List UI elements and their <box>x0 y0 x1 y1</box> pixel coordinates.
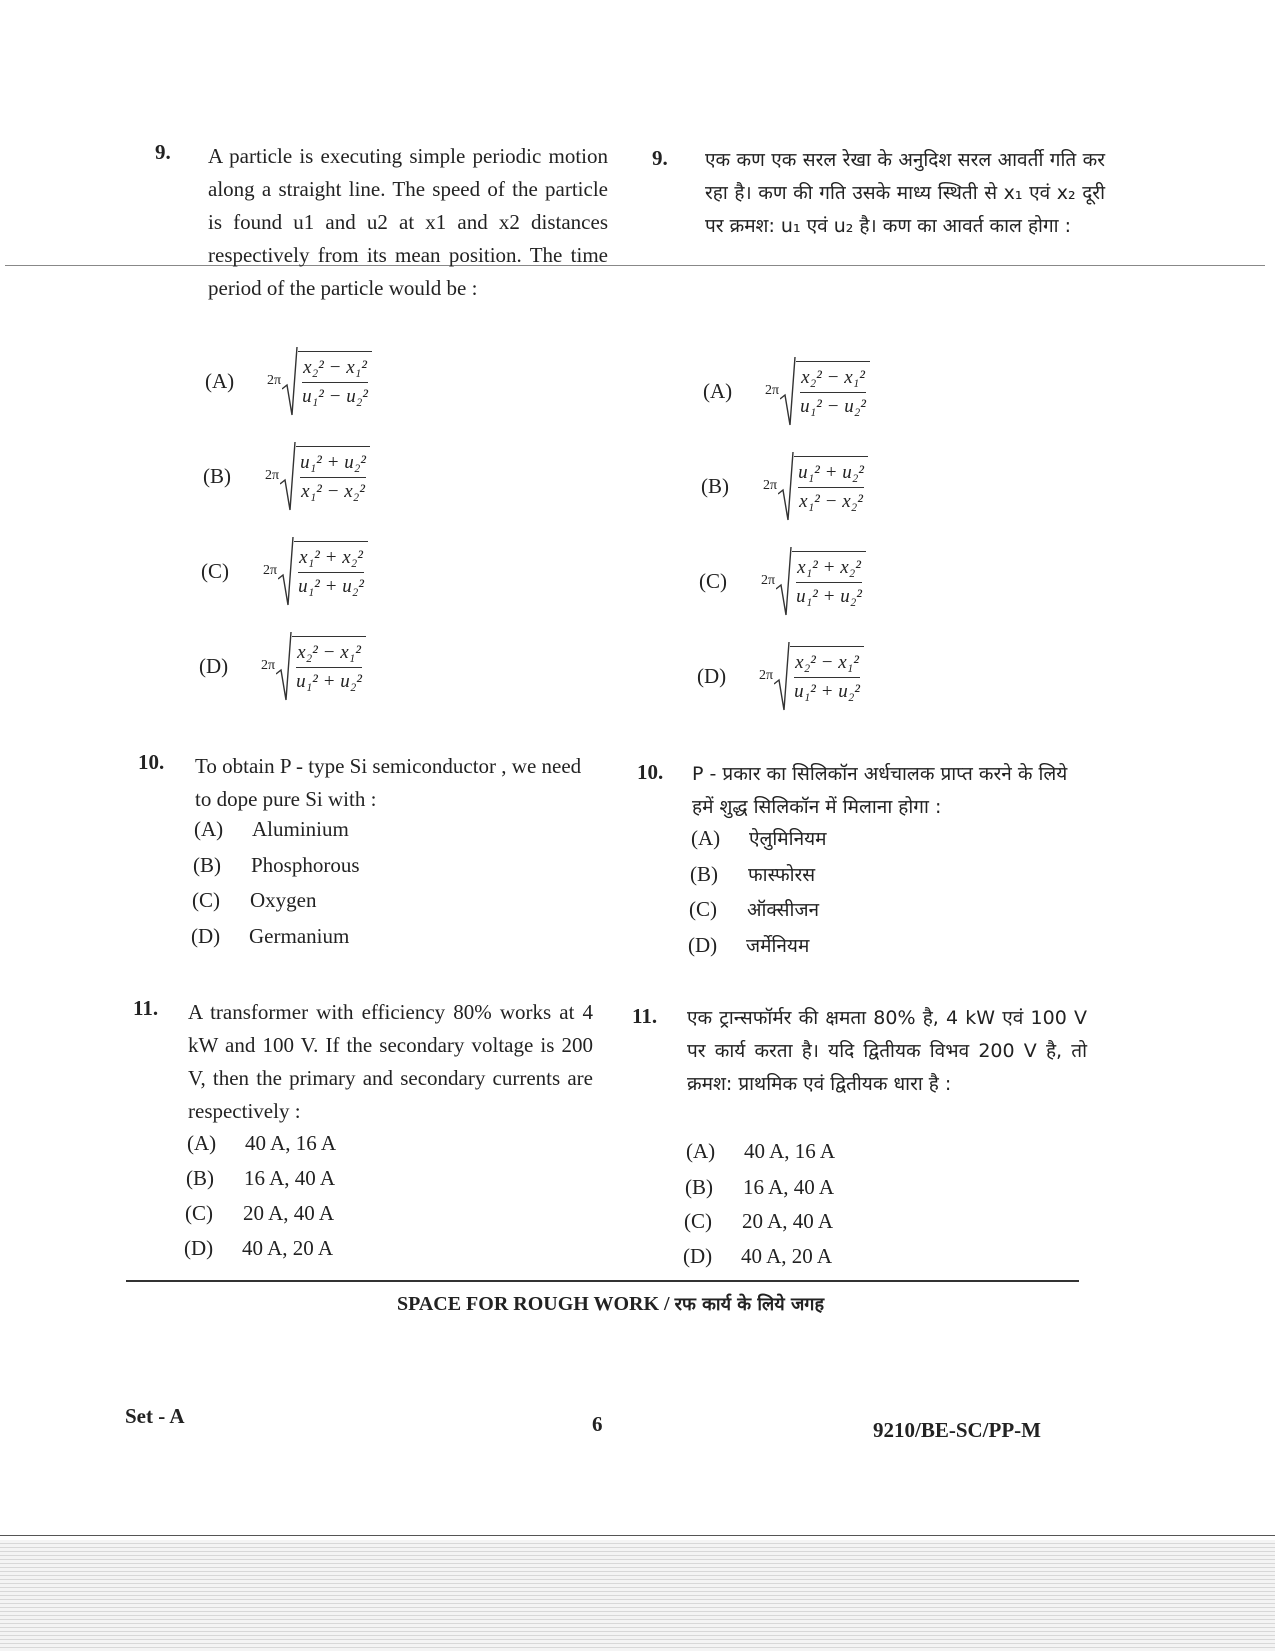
en-q9-option-b <box>203 440 370 512</box>
option-label: (C) <box>689 897 717 921</box>
radical-icon <box>276 630 292 702</box>
en-q10-number: 10. <box>138 750 165 774</box>
option-label: (A) <box>691 826 721 850</box>
radical-icon <box>778 450 794 522</box>
denominator: u₁² + u₂² <box>298 576 365 597</box>
hi-q10-option-b <box>690 861 815 887</box>
numerator: u₁² + u₂² <box>798 462 865 483</box>
radical-icon <box>282 345 298 417</box>
option-label: (D) <box>688 933 718 957</box>
numerator: x₂² − x₁² <box>297 642 361 663</box>
two-pi: 2π <box>265 468 280 483</box>
option-label: (D) <box>697 663 727 688</box>
numerator: x₂² − x₁² <box>303 357 367 378</box>
hi-q11-text: एक ट्रान्सफॉर्मर की क्षमता 80% है, 4 kW एवं 100 V पर कार्य करता है। यदि द्वितीयक विभव 200 V है, तो क्रमश: प्राथमिक एवं द्वितीयक धारा है : <box>687 1007 1087 1095</box>
en-q10-option-b <box>193 853 360 878</box>
option-text: ऐलुमिनियम <box>749 828 827 850</box>
denominator: u₁² − u₂² <box>800 396 867 417</box>
hi-q11-number: 11. <box>632 1004 658 1028</box>
option-text: Oxygen <box>250 888 317 912</box>
footer-page-number: 6 <box>592 1412 603 1436</box>
option-text: ऑक्सीजन <box>747 899 820 921</box>
option-label: (B) <box>685 1175 713 1199</box>
denominator: u₁² − u₂² <box>302 386 369 407</box>
hi-q11-option-b <box>685 1175 834 1200</box>
fraction <box>292 636 366 696</box>
scan-artifact-bottom <box>0 1535 1275 1536</box>
option-label: (B) <box>186 1166 214 1190</box>
option-text: 40 A, 16 A <box>744 1139 836 1163</box>
option-text: Aluminium <box>252 817 349 841</box>
two-pi: 2π <box>263 563 278 578</box>
en-q10-text: To obtain P - type Si semiconductor , we need to dope pure Si with : <box>195 754 582 811</box>
en-q11-option-b <box>186 1166 335 1191</box>
en-q10-option-a <box>194 817 349 842</box>
scan-line <box>5 265 1265 266</box>
en-q9-option-d <box>199 630 366 702</box>
en-q9-option-a <box>205 345 372 417</box>
option-label: (D) <box>199 653 229 678</box>
two-pi: 2π <box>261 658 276 673</box>
fraction <box>790 646 864 706</box>
hi-q10-option-c <box>689 896 819 922</box>
numerator: x₁² + x₂² <box>797 557 861 578</box>
option-label: (B) <box>701 473 729 498</box>
denominator: u₁² + u₂² <box>296 671 363 692</box>
hi-q11-option-c <box>684 1209 833 1234</box>
option-label: (B) <box>690 862 718 886</box>
fraction <box>298 351 372 411</box>
denominator: u₁² + u₂² <box>796 586 863 607</box>
hi-q11-option-d <box>683 1244 832 1269</box>
option-text: 16 A, 40 A <box>244 1166 336 1190</box>
footer-code: 9210/BE-SC/PP-M <box>873 1418 1041 1442</box>
option-text: Phosphorous <box>251 853 360 877</box>
hi-q9-text: एक कण एक सरल रेखा के अनुदिश सरल आवर्ती गति कर रहा है। कण की गति उसके माध्य स्थिती से x₁ एवं x₂ दूरी पर क्रमश: u₁ एवं u₂ है। कण का आवर्त काल होगा : <box>705 149 1105 237</box>
radical-icon <box>278 535 294 607</box>
en-q11-option-c <box>185 1201 334 1226</box>
en-q9-option-c <box>201 535 368 607</box>
numerator: x₁² + x₂² <box>299 547 363 568</box>
option-label: (A) <box>187 1131 217 1155</box>
option-label: (D) <box>191 924 221 948</box>
hi-q10-number: 10. <box>637 760 664 784</box>
en-q10-option-d <box>191 924 349 949</box>
radical-icon <box>280 440 296 512</box>
hi-q9-option-b <box>701 450 868 522</box>
radical-icon <box>780 355 796 427</box>
hi-q11-option-a <box>686 1139 835 1164</box>
option-text: फास्फोरस <box>748 864 816 886</box>
fraction <box>296 446 370 506</box>
hi-q9-option-c <box>699 545 866 617</box>
rough-work-hindi: रफ कार्य के लिये जगह <box>674 1294 825 1315</box>
footer-set: Set - A <box>125 1404 185 1428</box>
option-label: (B) <box>203 463 231 488</box>
hi-q10-text: P - प्रकार का सिलिकॉन अर्धचालक प्राप्त करने के लिये हमें शुद्ध सिलिकॉन में मिलाना होगा : <box>692 763 1068 818</box>
denominator: x₁² − x₂² <box>799 491 863 512</box>
hi-q9-option-a <box>703 355 870 427</box>
option-text: 20 A, 40 A <box>243 1201 335 1225</box>
two-pi: 2π <box>759 668 774 683</box>
numerator: u₁² + u₂² <box>300 452 367 473</box>
scan-artifact-band <box>0 1540 1275 1651</box>
two-pi: 2π <box>761 573 776 588</box>
en-q11-number: 11. <box>133 996 159 1020</box>
option-label: (A) <box>205 368 235 393</box>
rough-work-english: SPACE FOR ROUGH WORK <box>396 1293 660 1315</box>
option-label: (C) <box>699 568 727 593</box>
option-label: (C) <box>201 558 229 583</box>
en-q11-option-d <box>184 1236 333 1261</box>
option-label: (D) <box>683 1244 713 1268</box>
option-text: 40 A, 20 A <box>741 1244 833 1268</box>
numerator: x₂² − x₁² <box>801 367 865 388</box>
fraction <box>294 541 368 601</box>
option-label: (D) <box>184 1236 214 1260</box>
denominator: x₁² − x₂² <box>301 481 365 502</box>
option-text: 40 A, 16 A <box>245 1131 337 1155</box>
radical-icon <box>776 545 792 617</box>
option-text: 20 A, 40 A <box>742 1209 834 1233</box>
en-q9-number: 9. <box>155 140 171 164</box>
option-label: (B) <box>193 853 221 877</box>
fraction <box>796 361 870 421</box>
option-text: 40 A, 20 A <box>242 1236 334 1260</box>
hi-q10-option-d <box>688 932 809 958</box>
denominator: u₁² + u₂² <box>794 681 861 702</box>
en-q11-option-a <box>187 1131 336 1156</box>
option-text: Germanium <box>249 924 350 948</box>
option-label: (C) <box>192 888 220 912</box>
hi-q9-number: 9. <box>652 146 668 170</box>
en-q11-text: A transformer with efficiency 80% works at 4 kW and 100 V. If the secondary voltage is 200 V, then the primary and secondary currents are respectively : <box>188 1000 593 1123</box>
rough-work-rule <box>126 1280 1079 1282</box>
en-q10-option-c <box>192 888 317 913</box>
two-pi: 2π <box>765 383 780 398</box>
option-text: जर्मेनियम <box>746 935 810 957</box>
rough-work-separator: / <box>664 1293 670 1315</box>
radical-icon <box>774 640 790 712</box>
rough-work-heading <box>0 1292 1248 1316</box>
option-label: (A) <box>703 378 733 403</box>
option-label: (C) <box>684 1209 712 1233</box>
fraction <box>794 456 868 516</box>
hi-q9-option-d <box>697 640 864 712</box>
fraction <box>792 551 866 611</box>
option-text: 16 A, 40 A <box>743 1175 835 1199</box>
numerator: x₂² − x₁² <box>795 652 859 673</box>
hi-q10-option-a <box>691 825 827 851</box>
option-label: (C) <box>185 1201 213 1225</box>
two-pi: 2π <box>267 373 282 388</box>
two-pi: 2π <box>763 478 778 493</box>
en-q9-text: A particle is executing simple periodic motion along a straight line. The speed of the particle is found u1 and u2 at x1 and x2 distances respectively from its mean position. The time period of the particle would be : <box>208 144 608 300</box>
option-label: (A) <box>686 1139 716 1163</box>
option-label: (A) <box>194 817 224 841</box>
